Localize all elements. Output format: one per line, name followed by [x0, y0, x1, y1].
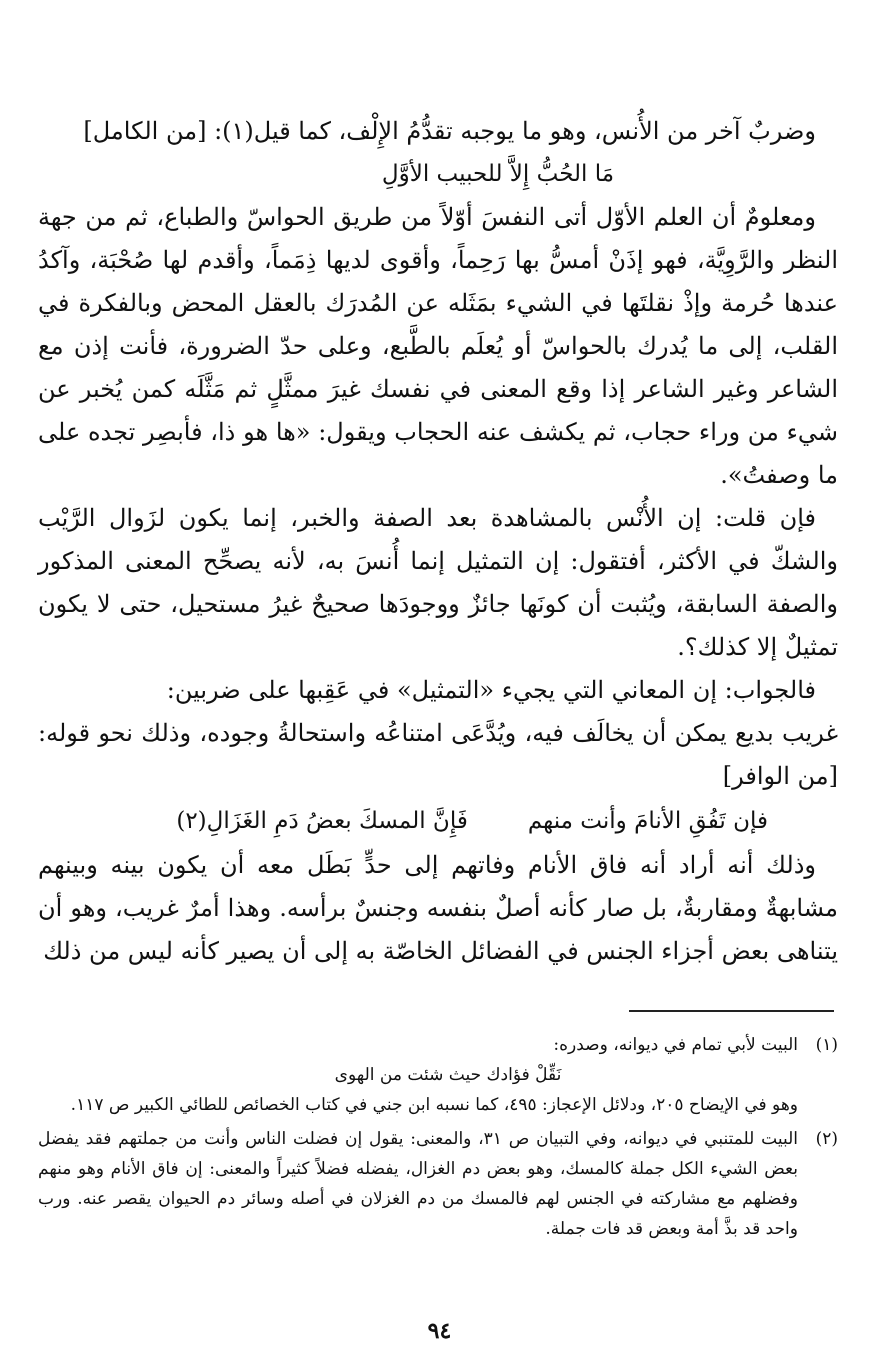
- paragraph-2: ومعلومٌ أن العلم الأوّل أتى النفسَ أوّلاً من طريق الحواسّ والطباع، ثم من جهة النظر والرَّوِيَّة، فهو إذَنْ أمسُّ بها رَحِماً، وأقوى لديها ذِمَماً، وأقدم لها صُحْبَة، وآكدُ عندها حُرمة وإذْ نقلتَها في الشيء بمَثَله عن المُدرَك بالعقل المحض وبالفكرة في القلب، إلى ما يُدرك بالحواسّ أو يُعلَم بالطَّبع، وعلى حدّ الضرورة، فأنت إذن مع الشاعر وغير الشاعر إذا وقع المعنى في نفسك غيرَ ممثَّلٍ ثم مَثَّلَه كمن يُخبر عن شيء من وراء حجاب، ثم يكشف عنه الحجاب ويقول: «ها هو ذا، فأبصِر تجده على ما وصفتُ».: [38, 203, 839, 489]
- footnote-1: [38, 1030, 838, 1120]
- paragraph-1: وضربٌ آخر من الأُنس، وهو ما يوجبه تقدُّمُ الإِلْف، كما قيل(١): [من الكامل]: [83, 117, 816, 145]
- paragraph-5: غريب بديع يمكن أن يخالَف فيه، ويُدَّعَى امتناعُه واستحالةُ وجوده، وذلك نحو قوله: [من الوافر]: [38, 719, 838, 790]
- footnote-number: (٢): [815, 1129, 838, 1149]
- footnote-divider: [629, 1010, 834, 1012]
- footnote-number: (١): [815, 1035, 838, 1055]
- footnotes: [38, 1030, 838, 1248]
- page-number: ٩٤: [427, 1318, 452, 1344]
- verse-hemistich-second: فَإِنَّ المسكَ بعضُ دَمِ الغَزَالِ(٢): [176, 808, 468, 834]
- footnote-2: [38, 1124, 838, 1244]
- paragraph-4: فالجواب: إن المعاني التي يجيء «التمثيل» في عَقِبها على ضربين:: [166, 676, 816, 704]
- paragraph-6: وذلك أنه أراد أنه فاق الأنام وفاتهم إلى حدٍّ بَطَل معه أن يكون بينه وبينهم مشابهةٌ ومقاربةٌ، بل صار كأنه أصلٌ بنفسه وجنسٌ برأسه. وهذا أمرٌ غريب، وهو أن يتناهى بعض أجزاء الجنس في الفضائل الخاصّة به إلى أن يصير كأنه ليس من ذلك: [38, 851, 838, 965]
- verse-hemistich-first: فإن تَفُقِ الأنامَ وأنت منهم: [527, 808, 768, 834]
- footnote-text: وهو في الإيضاح ٢٠٥، ودلائل الإعجاز: ٤٩٥، كما نسبه ابن جني في كتاب الخصائص للطائي الكبير ص ١١٧.: [70, 1095, 798, 1115]
- main-text: [38, 110, 838, 973]
- verse-line-1: مَا الحُبُّ إِلاَّ للحبيب الأوَّلِ: [381, 161, 615, 187]
- footnote-text: البيت للمتنبي في ديوانه، وفي التبيان ص ٣١، والمعنى: يقول إن فضلت الناس وأنت من جملتهم فقد يفضل بعض الشيء الكل جملة كالمسك، وهو بعض دم الغزال، يفضله فضلاً كثيراً والمعنى: إن فاق الأنام وهو منهم وفضلهم مع مشاركته في الجنس لهم فالمسك من دم الغزلان في أصله وسائر دم الحيوان يقصر عنه. ورب واحد قد بذَّ أمة وبعض قد فات جملة.: [38, 1129, 798, 1239]
- paragraph-3: فإن قلت: إن الأُنْس بالمشاهدة بعد الصفة والخبر، إنما يكون لزَوال الرَّيْب والشكّ في الأكثر، أفتقول: إن التمثيل إنما أُنسَ به، لأنه يصحِّح المعنى المذكور والصفة السابقة، ويُثبت أن كونَها جائزٌ ووجودَها صحيحٌ غيرُ مستحيل، حتى لا يكون تمثيلٌ إلا كذلك؟.: [38, 504, 838, 661]
- verse-line-2: [38, 798, 838, 844]
- footnote-text: البيت لأبي تمام في ديوانه، وصدره:: [553, 1035, 798, 1055]
- footnote-verse: نَقِّلْ فؤادك حيث شئت من الهوى: [334, 1065, 562, 1085]
